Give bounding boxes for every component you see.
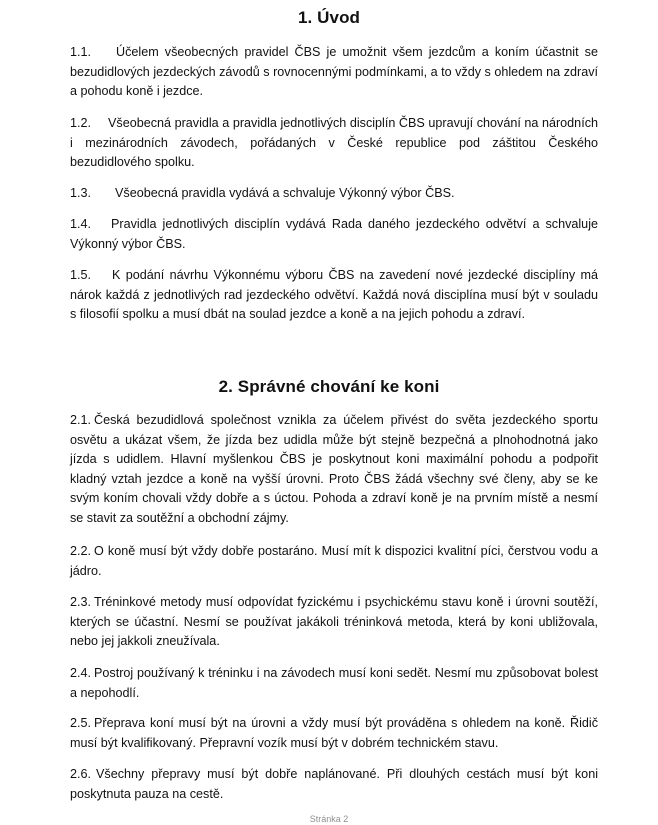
paragraph-number: 2.3. xyxy=(70,595,92,609)
paragraph-text: Všechny přepravy musí být dobře naplánované. Při dlouhých cestách musí být koni poskytnuta pauza na cestě. xyxy=(70,767,598,801)
paragraph-number: 1.4. xyxy=(70,217,92,231)
paragraph-text: Účelem všeobecných pravidel ČBS je umožnit všem jezdcům a koním účastnit se bezudidlových jezdeckých závodů s rovnocennými podmínkami, a to vždy s ohledem na zdraví a pohodu koně i jezdce. xyxy=(70,45,598,98)
page-footer: Stránka 2 xyxy=(309,814,349,824)
paragraph-text: Tréninkové metody musí odpovídat fyzickému i psychickému stavu koně i úrovni soutěží, kterých se účastní. Nesmí se používat jakákoli tréninková metoda, která by koni ubližovala, nebo jej jakkoli zneužívala. xyxy=(70,595,598,648)
paragraph-2-4 xyxy=(70,664,598,703)
paragraph-number: 1.3. xyxy=(70,186,92,200)
paragraph-text: Postroj používaný k tréninku i na závodech musí koni sedět. Nesmí mu způsobovat bolest a nepohodlí. xyxy=(70,666,598,700)
paragraph-1-1 xyxy=(70,43,598,102)
paragraph-number: 2.5. xyxy=(70,716,92,730)
paragraph-text: Přeprava koní musí být na úrovni a vždy musí být prováděna s ohledem na koně. Řidič musí být kvalifikovaný. Přepravní vozík musí být v dobrém technickém stavu. xyxy=(70,716,598,750)
paragraph-2-6 xyxy=(70,765,598,804)
paragraph-1-3 xyxy=(70,184,598,204)
section-heading-uvod: 1. Úvod xyxy=(297,8,361,27)
paragraph-2-1 xyxy=(70,411,598,528)
paragraph-number: 2.2. xyxy=(70,544,92,558)
paragraph-2-5 xyxy=(70,714,598,753)
paragraph-number: 2.1. xyxy=(70,413,92,427)
paragraph-text: K podání návrhu Výkonnému výboru ČBS na zavedení nové jezdecké disciplíny má nárok každá z jednotlivých rad jezdeckého odvětví. Každá nová disciplína musí být v souladu s filosofií spolku a musí dbát na soulad jezdce a koně a na jejich pohodu a zdraví. xyxy=(70,268,598,321)
paragraph-number: 1.1. xyxy=(70,45,92,59)
paragraph-number: 2.4. xyxy=(70,666,92,680)
paragraph-number: 1.2. xyxy=(70,116,92,130)
paragraph-text: O koně musí být vždy dobře postaráno. Musí mít k dispozici kvalitní píci, čerstvou vodu a jádro. xyxy=(70,544,598,578)
paragraph-number: 2.6. xyxy=(70,767,92,781)
paragraph-2-2 xyxy=(70,542,598,581)
paragraph-1-2 xyxy=(70,114,598,173)
paragraph-text: Všeobecná pravidla a pravidla jednotlivých disciplín ČBS upravují chování na národních i mezinárodních závodech, pořádaných v České republice pod záštitou Českého bezudidlového spolku. xyxy=(70,116,598,169)
paragraph-1-5 xyxy=(70,266,598,325)
section-heading-spravne-chovani: 2. Správné chování ke koni xyxy=(218,377,440,396)
paragraph-number: 1.5. xyxy=(70,268,92,282)
paragraph-text: Pravidla jednotlivých disciplín vydává Rada daného jezdeckého odvětví a schvaluje Výkonný výbor ČBS. xyxy=(70,217,598,251)
paragraph-1-4 xyxy=(70,215,598,254)
paragraph-2-3 xyxy=(70,593,598,652)
paragraph-text: Česká bezudidlová společnost vznikla za účelem přivést do světa jezdeckého sportu osvětu a ukázat všem, že jízda bez udidla může být stejně bezpečná a plnohodnotná jako jízda s udidlem. Hlavní myšlenkou ČBS je poskytnout koni maximální pohodu a podpořit kladný vztah jezdce a koně na vyšší úrovni. Proto ČBS žádá všechny své členy, aby se ke svým koním chovali vždy dobře a s úctou. Pohoda a zdraví koně je na prvním místě a nesmí se stavit za soutěžní a obchodní zájmy. xyxy=(70,413,598,525)
paragraph-text: Všeobecná pravidla vydává a schvaluje Výkonný výbor ČBS. xyxy=(115,186,455,200)
